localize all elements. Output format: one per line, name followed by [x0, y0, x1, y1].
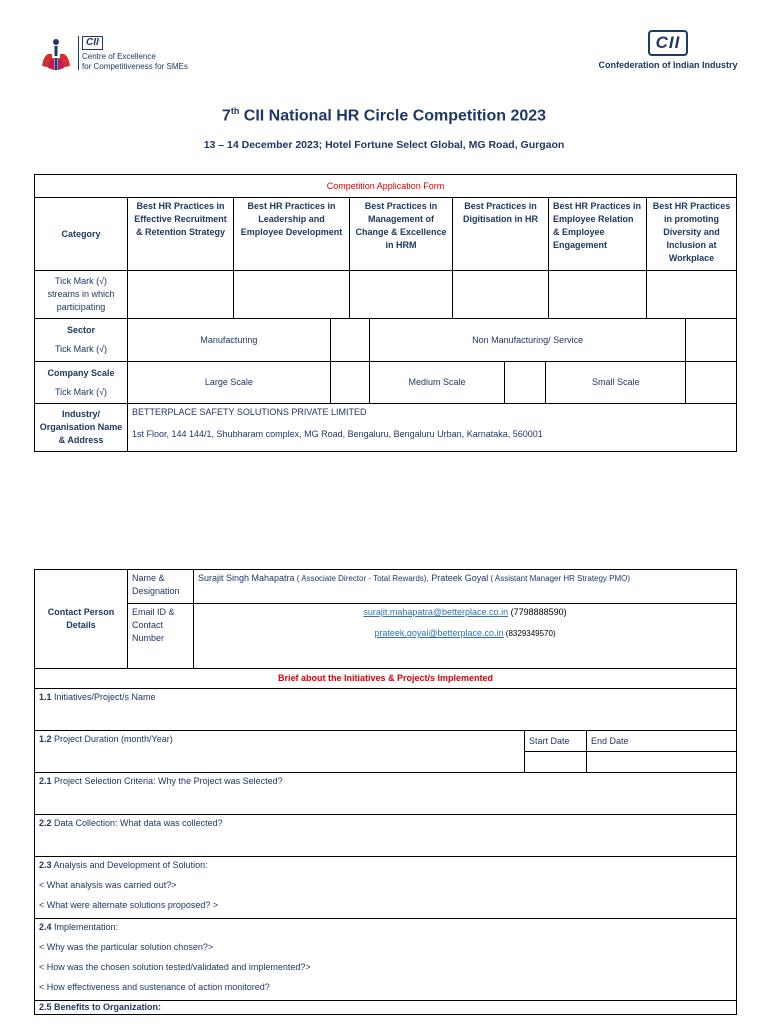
sector-manufacturing: Manufacturing — [128, 319, 330, 361]
org-name: BETTERPLACE SAFETY SOLUTIONS PRIVATE LIMITED — [132, 407, 367, 417]
email-contact-value[interactable]: surajit.mahapatra@betterplace.co.in (7798888590) prateek.goyal@betterplace.co.in (8329349570) — [194, 604, 737, 669]
coe-line2: for Competitiveness for SMEs — [82, 62, 188, 71]
q-implementation[interactable]: 2.4 Implementation: < Why was the particular solution chosen?> < How was the chosen solution tested/validated and implemented?> < How effectiveness and sustenance of action monitored? — [35, 919, 737, 1001]
industry-label: Industry/ Organisation Name & Address — [35, 404, 128, 452]
cii-name: Confederation of Indian Industry — [598, 60, 738, 70]
scale-tick-label: Tick Mark (√) — [54, 386, 108, 397]
sector-label: Sector — [66, 325, 95, 335]
email-link-1[interactable]: surajit.mahapatra@betterplace.co.in — [363, 607, 509, 617]
cii-logo-icon: CII — [648, 30, 689, 56]
scale-cell — [35, 362, 128, 404]
end-date-value[interactable] — [587, 752, 737, 773]
scale-small-tick[interactable] — [686, 362, 736, 403]
coe-logo — [38, 34, 198, 74]
application-form-table — [34, 174, 737, 452]
cii-logo — [598, 30, 738, 74]
tick-streams-label: Tick Mark (√) streams in which participating — [35, 271, 128, 319]
brief-heading: Brief about the Initiatives & Project/s Implemented — [35, 669, 737, 689]
industry-value[interactable] — [128, 404, 737, 452]
q-data-collection[interactable]: 2.2 Data Collection: What data was collected? — [35, 815, 737, 857]
category-label: Category — [35, 198, 128, 271]
category-employee-relation: Best HR Practices in Employee Relation & Employee Engagement — [549, 198, 647, 271]
scale-medium: Medium Scale — [369, 362, 504, 403]
sector-non-manufacturing-tick[interactable] — [686, 319, 736, 361]
tick-cell-diversity[interactable] — [647, 271, 737, 319]
tick-cell-change[interactable] — [350, 271, 453, 319]
email-contact-label: Email ID & Contact Number — [128, 604, 194, 669]
contact-brief-table — [34, 569, 737, 1015]
q-analysis[interactable]: 2.3 Analysis and Development of Solution: < What analysis was carried out?> < What were alternate solutions proposed? > — [35, 857, 737, 919]
coe-logo-icon — [38, 36, 74, 72]
coe-badge: CII — [82, 36, 103, 50]
scale-large-tick[interactable] — [330, 362, 369, 403]
contact-label: Contact Person Details — [35, 570, 128, 669]
q-selection-criteria[interactable]: 2.1 Project Selection Criteria: Why the Project was Selected? — [35, 773, 737, 815]
sector-manufacturing-tick[interactable] — [330, 319, 369, 361]
scale-large: Large Scale — [128, 362, 330, 403]
org-address: 1st Floor, 144 144/1, Shubharam complex, MG Road, Bengaluru, Bengaluru Urban, Karnataka, 560001 — [132, 429, 543, 439]
start-date-label: Start Date — [525, 731, 587, 752]
category-change: Best Practices in Management of Change & Excellence in HRM — [350, 198, 453, 271]
category-leadership: Best HR Practices in Leadership and Employee Development — [234, 198, 350, 271]
end-date-label: End Date — [587, 731, 737, 752]
q-initiatives-name[interactable]: 1.1 Initiatives/Project/s Name — [35, 689, 737, 731]
tick-cell-leadership[interactable] — [234, 271, 350, 319]
tick-cell-employee-relation[interactable] — [549, 271, 647, 319]
scale-label: Company Scale — [47, 367, 115, 378]
sector-cell — [35, 319, 128, 362]
q-project-duration[interactable]: 1.2 Project Duration (month/Year) — [35, 731, 525, 773]
category-diversity: Best HR Practices in promoting Diversity and Inclusion at Workplace — [647, 198, 737, 271]
page-title: 7th CII National HR Circle Competition 2023 — [221, 106, 547, 125]
name-designation-value[interactable]: Surajit Singh Mahapatra ( Associate Director - Total Rewards), Prateek Goyal ( Assistant Manager HR Strategy PMO) — [194, 570, 737, 604]
form-heading: Competition Application Form — [35, 175, 737, 198]
start-date-value[interactable] — [525, 752, 587, 773]
page-subtitle: 13 – 14 December 2023; Hotel Fortune Select Global, MG Road, Gurgaon — [203, 139, 565, 151]
category-recruitment: Best HR Practices in Effective Recruitment & Retention Strategy — [128, 198, 234, 271]
coe-line1: Centre of Excellence — [82, 52, 156, 61]
sector-non-manufacturing: Non Manufacturing/ Service — [369, 319, 686, 361]
tick-cell-digitisation[interactable] — [453, 271, 549, 319]
category-digitisation: Best Practices in Digitisation in HR — [453, 198, 549, 271]
tick-cell-recruitment[interactable] — [128, 271, 234, 319]
scale-medium-tick[interactable] — [505, 362, 546, 403]
name-designation-label: Name & Designation — [128, 570, 194, 604]
sector-tick-label: Tick Mark (√) — [54, 344, 108, 354]
email-link-2[interactable]: prateek.goyal@betterplace.co.in — [374, 628, 504, 638]
q-benefits[interactable]: 2.5 Benefits to Organization: — [35, 1001, 737, 1015]
scale-small: Small Scale — [546, 362, 686, 403]
